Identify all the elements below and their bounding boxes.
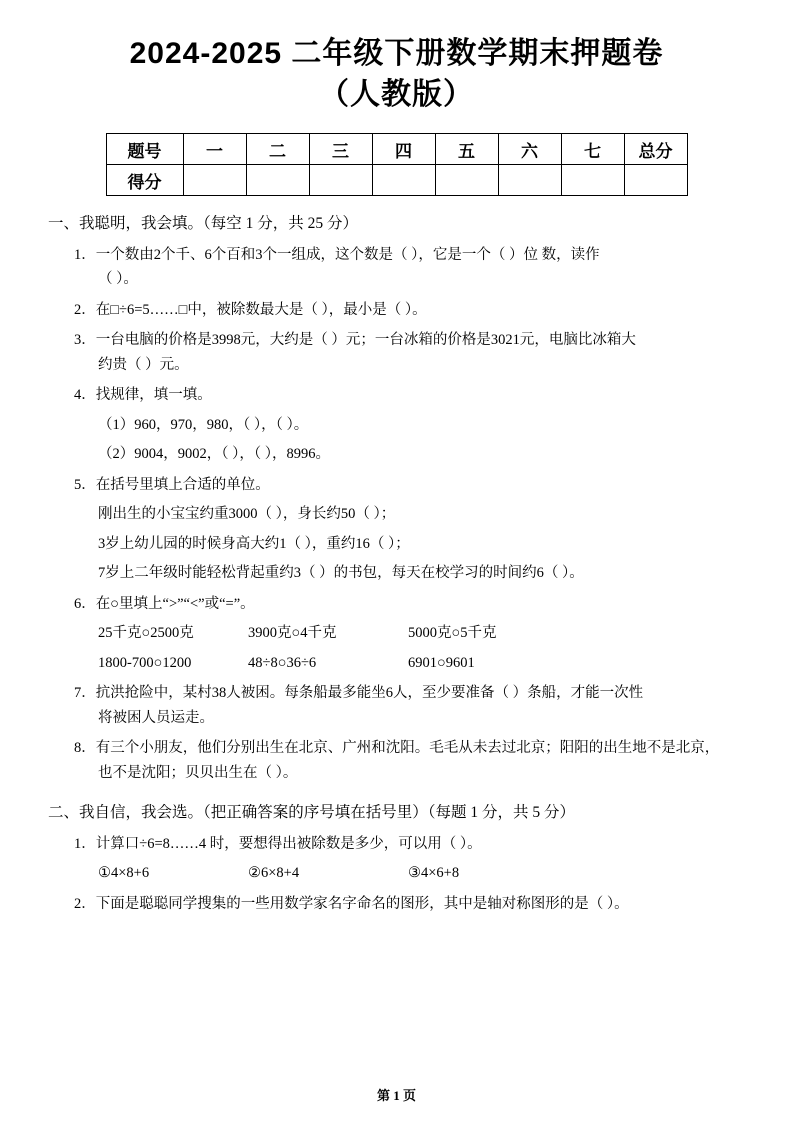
question-2-2: 2．下面是聪聪同学搜集的一些用数学家名字命名的图形，其中是轴对称图形的是（ ）。 (74, 895, 629, 912)
score-table-col-5: 五 (435, 134, 498, 165)
score-cell-total[interactable] (624, 165, 687, 196)
table-row-header (106, 134, 687, 165)
score-cell-3[interactable] (309, 165, 372, 196)
score-table-col-6: 六 (498, 134, 561, 165)
question-1-7: 7．抗洪抢险中，某村38人被困。每条船最多能坐6人，至少要准备（ ）条船，才能一次性 (74, 685, 644, 702)
compare-expr-2-3: 6901○9601 (408, 654, 475, 671)
score-table-col-total: 总分 (624, 134, 687, 165)
score-table-col-4: 四 (372, 134, 435, 165)
compare-expr-2-1: 1800-700○1200 (98, 654, 192, 671)
score-table-row-label-0: 题号 (106, 134, 183, 165)
question-2-1: 1．计算口÷6=8……4 时，要想得出被除数是多少，可以用（ ）。 (74, 835, 482, 852)
score-table-row-label-1: 得分 (106, 165, 183, 196)
question-1-6: 6．在○里填上“>”“<”或“=”。 (74, 595, 255, 612)
score-table-container (48, 133, 745, 196)
option-a[interactable]: ①4×8+6 (98, 865, 150, 882)
page-title (48, 34, 745, 115)
question-1-3-cont: 约贵（ ）元。 (98, 356, 189, 373)
score-table-col-1: 一 (183, 134, 246, 165)
option-c[interactable]: ③4×6+8 (408, 865, 460, 882)
score-cell-7[interactable] (561, 165, 624, 196)
page-title-line1: 2024-2025 二年级下册数学期末押题卷 (129, 37, 664, 70)
question-1-5-sub-3: 7岁上二年级时能轻松背起重约3（ ）的书包，每天在校学习的时间约6（ ）。 (98, 565, 584, 582)
section-heading-2: 二、我自信，我会选。（把正确答案的序号填在括号里）（每题 1 分，共 5 分） (48, 804, 576, 821)
question-1-1: 1．一个数由2个千、6个百和3个一组成，这个数是（ ），它是一个（ ）位 数，读作 (74, 246, 600, 263)
question-1-5-sub-1: 刚出生的小宝宝约重3000（ ），身长约50（ ）； (98, 506, 396, 523)
score-table-col-3: 三 (309, 134, 372, 165)
table-row-scores (106, 165, 687, 196)
question-1-5-sub-2: 3岁上幼儿园的时候身高大约1（ ），重约16（ ）； (98, 535, 410, 552)
question-1-4-sub-2: （2）9004，9002，（ ），（ ），8996。 (98, 446, 330, 463)
page-footer: 第 1 页 (376, 1088, 416, 1103)
question-1-4-sub-1: （1）960，970，980，（ ），（ ）。 (98, 416, 309, 433)
option-b[interactable]: ②6×8+4 (248, 865, 300, 882)
compare-expr-1-2: 3900克○4千克 (248, 625, 337, 642)
score-cell-4[interactable] (372, 165, 435, 196)
page-title-line2: （人教版） (319, 77, 474, 111)
question-1-4: 4．找规律，填一填。 (74, 387, 212, 404)
question-1-6-compare-row-1 (48, 622, 745, 645)
question-1-8-cont: 也不是沈阳；贝贝出生在（ ）。 (98, 764, 298, 781)
compare-expr-1-1: 25千克○2500克 (98, 625, 194, 642)
question-1-6-compare-row-2 (48, 652, 745, 675)
score-cell-5[interactable] (435, 165, 498, 196)
score-table-col-7: 七 (561, 134, 624, 165)
score-cell-2[interactable] (246, 165, 309, 196)
question-1-3: 3．一台电脑的价格是3998元，大约是（ ）元；一台冰箱的价格是3021元，电脑比冰箱大 (74, 332, 636, 349)
section-heading-1: 一、我聪明，我会填。（每空 1 分，共 25 分） (48, 215, 359, 232)
compare-expr-2-2: 48÷8○36÷6 (248, 654, 317, 671)
score-cell-1[interactable] (183, 165, 246, 196)
question-1-1-cont: （ ）。 (98, 271, 138, 288)
compare-expr-1-3: 5000克○5千克 (408, 625, 497, 642)
question-2-1-options (48, 862, 745, 885)
question-1-8: 8．有三个小朋友，他们分别出生在北京、广州和沈阳。毛毛从未去过北京；阳阳的出生地不是北京， (74, 740, 720, 757)
question-1-7-cont: 将被困人员运走。 (98, 709, 214, 726)
score-table (106, 133, 688, 196)
question-1-2: 2．在□÷6=5……□中，被除数最大是（ ），最小是（ ）。 (74, 301, 427, 318)
score-cell-6[interactable] (498, 165, 561, 196)
score-table-col-2: 二 (246, 134, 309, 165)
question-1-5: 5．在括号里填上合适的单位。 (74, 476, 270, 493)
